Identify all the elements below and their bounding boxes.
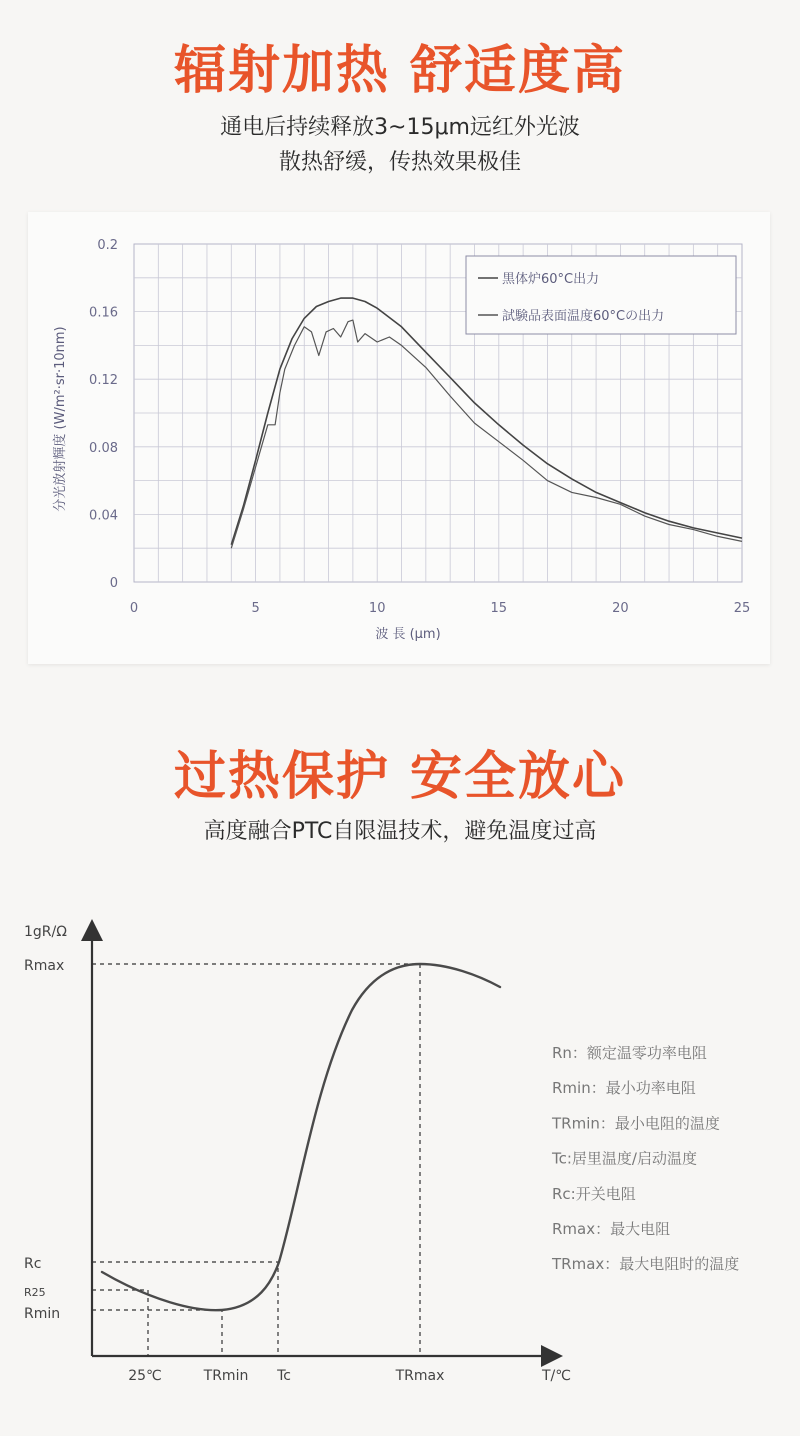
y-axis-label: 分光放射輝度 (W/m²·sr·10nm) (53, 326, 68, 512)
x-mark-1: TRmin (203, 1368, 249, 1384)
section2-headline: 过热保护 安全放心 (173, 747, 627, 807)
section1-subtitle-line2: 散热舒缓，传热效果极佳 (278, 150, 521, 175)
y-axis-title: 1gR/Ω (24, 924, 67, 940)
y-mark-rc: Rc (24, 1256, 42, 1272)
y-tick-label: 0.08 (89, 440, 118, 456)
x-mark-3: TRmax (395, 1368, 445, 1384)
y-mark-r25: R25 (24, 1286, 46, 1299)
x-tick-label: 25 (733, 601, 751, 616)
legend-item: TRmin：最小电阻的温度 (552, 1114, 720, 1133)
guide-rmin (92, 1310, 222, 1356)
legend-item: Tc:居里温度/启动温度 (552, 1149, 697, 1168)
x-tick-label: 10 (368, 601, 386, 616)
y-tick-label: 0.12 (89, 373, 118, 389)
y-tick-label: 0 (109, 576, 118, 591)
legend-label-2: 試験品表面温度60°Cの出力 (502, 309, 665, 324)
x-tick-label: 20 (612, 601, 629, 616)
x-axis-label: 波 長 (μm) (375, 627, 441, 642)
y-mark-rmax: Rmax (24, 958, 65, 974)
section1-headline: 辐射加热 舒适度高 (173, 41, 627, 101)
y-tick-label: 0.16 (89, 305, 118, 321)
legend-item: Rc:开关电阻 (552, 1184, 636, 1203)
guide-r25 (92, 1290, 148, 1356)
legend-label-1: 黒体炉60°C出力 (502, 272, 600, 287)
y-tick-label: 0.04 (89, 508, 118, 524)
ptc-curve (102, 964, 500, 1310)
legend-item: TRmax：最大电阻时的温度 (552, 1255, 740, 1274)
ptc-legend (551, 1044, 739, 1273)
section2-subtitle: 高度融合PTC自限温技术，避免温度过高 (203, 819, 597, 844)
x-tick-label: 5 (251, 601, 260, 616)
legend-item: Rmax：最大电阻 (552, 1220, 671, 1238)
x-mark-2: Tc (277, 1368, 291, 1384)
legend-item: Rn：额定温零功率电阻 (552, 1044, 707, 1062)
guide-rc (92, 1262, 278, 1356)
y-mark-rmin: Rmin (24, 1306, 61, 1322)
section1-subtitle-line1: 通电后持续释放3~15μm远红外光波 (220, 115, 580, 140)
legend-item: Rmin：最小功率电阻 (552, 1079, 696, 1098)
x-tick-label: 15 (490, 601, 508, 616)
x-axis-title: T/℃ (542, 1368, 571, 1384)
x-tick-label: 0 (129, 601, 139, 616)
x-mark-0: 25℃ (128, 1368, 162, 1384)
y-tick-label: 0.2 (97, 238, 118, 253)
